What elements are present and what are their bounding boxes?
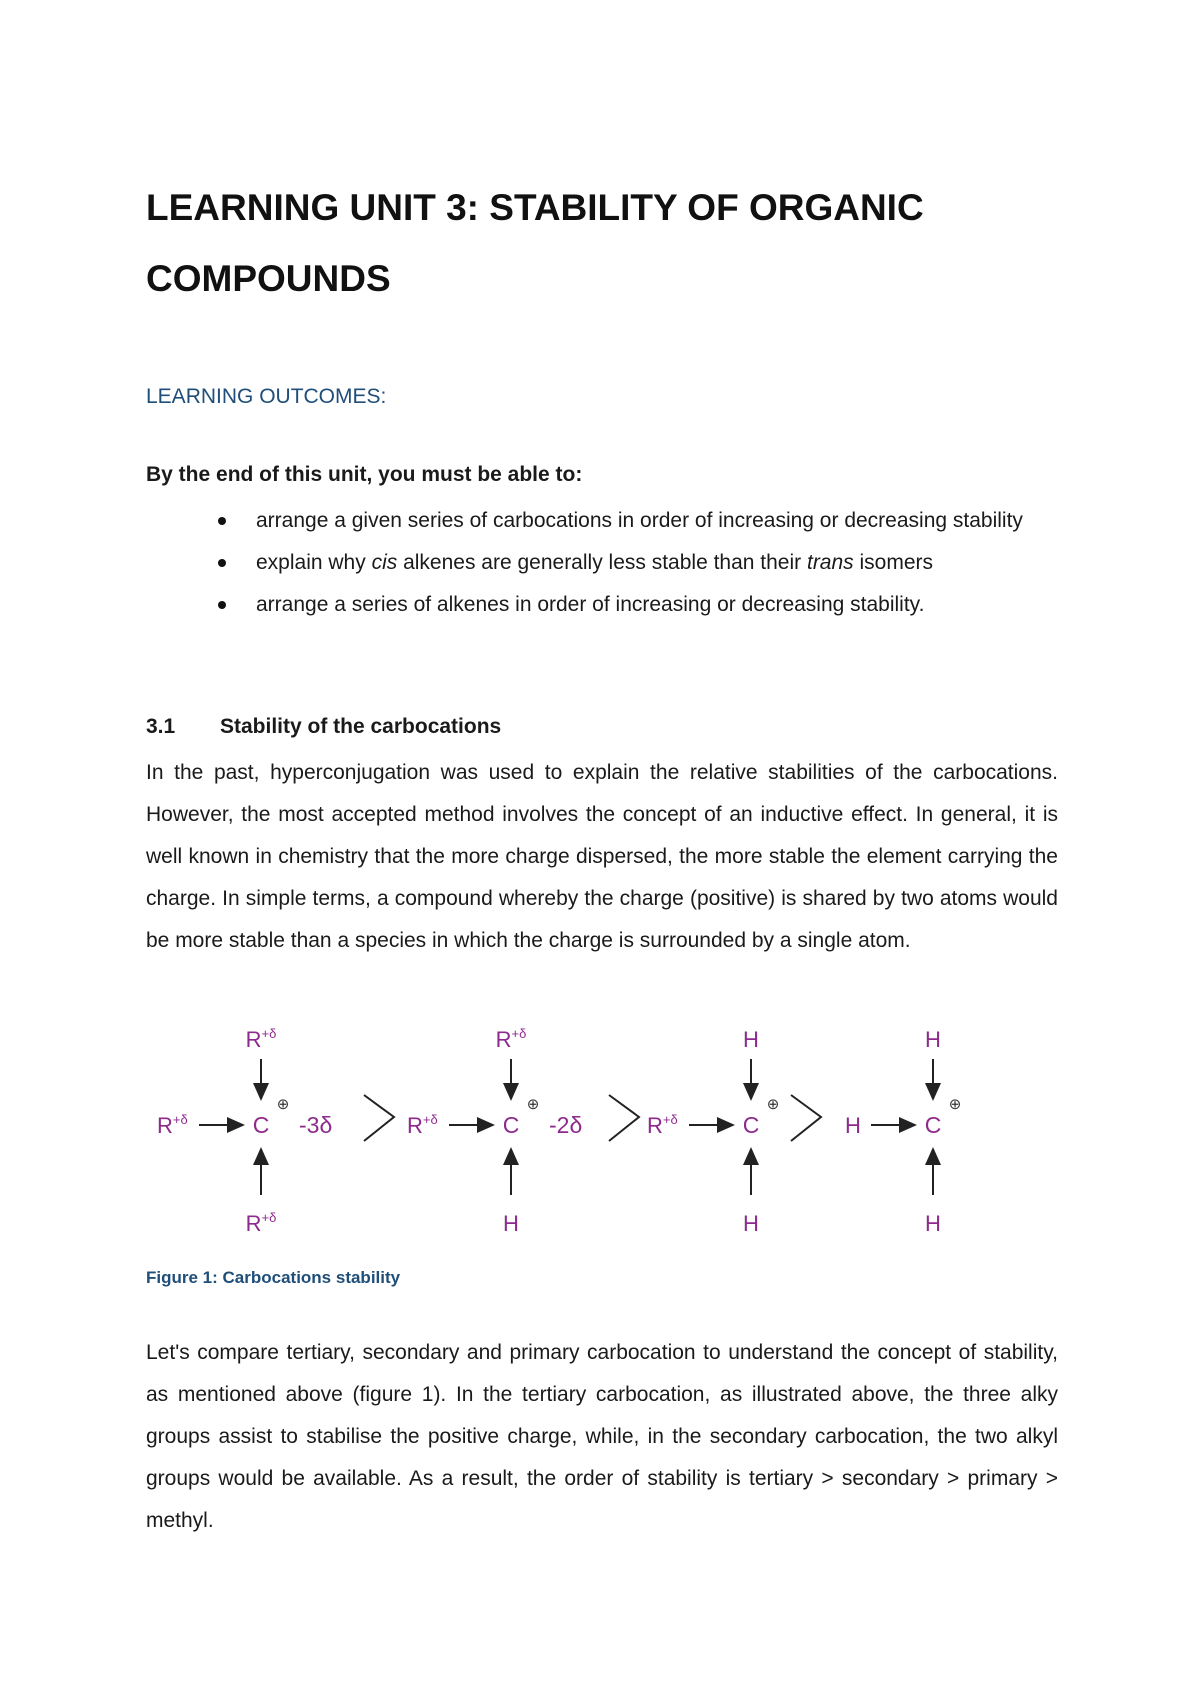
left-substituent: $R^{+\delta}$ <box>157 1112 188 1138</box>
carbocation-diagram <box>146 1005 996 1250</box>
carbon-atom: C <box>502 1112 520 1138</box>
positive-charge-icon: ⊕ <box>276 1096 290 1113</box>
outcomes-intro: By the end of this unit, you must be able to: <box>146 463 583 486</box>
bottom-substituent: H <box>743 1211 759 1236</box>
top-substituent: $R^{+\delta}$ <box>245 1026 277 1052</box>
paragraph-comparison: Let's compare tertiary, secondary and primary carbocation to understand the concept of stability, as mentioned above (figure 1). In the tertiary carbocation, as illustrated above, the three alky groups assist to stabilise the positive charge, while, in the secondary carbocation, the two alkyl groups would be available. As a result, the order of stability is tertiary > secondary > primary > methyl. <box>146 1341 1058 1532</box>
outcome-italic-cis: cis <box>371 551 398 574</box>
positive-charge-icon: ⊕ <box>766 1096 780 1113</box>
bottom-substituent: $R^{+\delta}$ <box>245 1210 277 1236</box>
outcomes-list <box>146 500 1058 626</box>
greater-than-icon <box>791 1095 821 1141</box>
carbon-atom: C <box>252 1112 270 1138</box>
top-substituent: H <box>743 1027 759 1052</box>
left-substituent: H <box>845 1113 861 1138</box>
greater-than-icon <box>364 1095 394 1141</box>
carbocation-figure <box>146 1005 996 1250</box>
outcome-text: isomers <box>853 551 934 574</box>
left-substituent: $R^{+\delta}$ <box>647 1112 678 1138</box>
top-substituent: $R^{+\delta}$ <box>495 1026 527 1052</box>
bullet-icon <box>218 559 226 567</box>
section-title: Stability of the carbocations <box>220 715 502 738</box>
carbon-atom: C <box>742 1112 760 1138</box>
outcome-item <box>146 584 1058 626</box>
paragraph-intro: In the past, hyperconjugation was used to explain the relative stabilities of the carbocations. However, the most accepted method involves the concept of an inductive effect. In general, it is well known in chemistry that the more charge dispersed, the more stable the element carrying the charge. In simple terms, a compound whereby the charge (positive) is shared by two atoms would be more stable than a species in which the charge is surrounded by a single atom. <box>146 761 1058 952</box>
outcome-italic-trans: trans <box>806 551 854 574</box>
outcome-item <box>146 500 1058 542</box>
positive-charge-icon: ⊕ <box>526 1096 540 1113</box>
bullet-icon <box>218 517 226 525</box>
outcome-text: explain why <box>256 551 372 574</box>
outcome-item <box>146 542 1058 584</box>
outcomes-heading: LEARNING OUTCOMES: <box>146 385 387 408</box>
top-substituent: H <box>925 1027 941 1052</box>
bullet-icon <box>218 601 226 609</box>
outcome-text: alkenes are generally less stable than their <box>397 551 807 574</box>
partial-charge-label: -2δ <box>549 1112 583 1138</box>
section-heading <box>146 715 501 739</box>
greater-than-icon <box>609 1095 639 1141</box>
left-substituent: $R^{+\delta}$ <box>407 1112 438 1138</box>
bottom-substituent: H <box>503 1211 519 1236</box>
figure-caption: Figure 1: Carbocations stability <box>146 1268 401 1287</box>
section-number: 3.1 <box>146 715 176 738</box>
positive-charge-icon: ⊕ <box>948 1096 962 1113</box>
outcome-text: arrange a series of alkenes in order of increasing or decreasing stability. <box>256 593 925 616</box>
carbon-atom: C <box>924 1112 942 1138</box>
unit-title: LEARNING UNIT 3: STABILITY OF ORGANIC COMPOUNDS <box>146 187 924 299</box>
outcome-text: arrange a given series of carbocations in order of increasing or decreasing stability <box>256 509 1023 532</box>
partial-charge-label: -3δ <box>299 1112 333 1138</box>
bottom-substituent: H <box>925 1211 941 1236</box>
